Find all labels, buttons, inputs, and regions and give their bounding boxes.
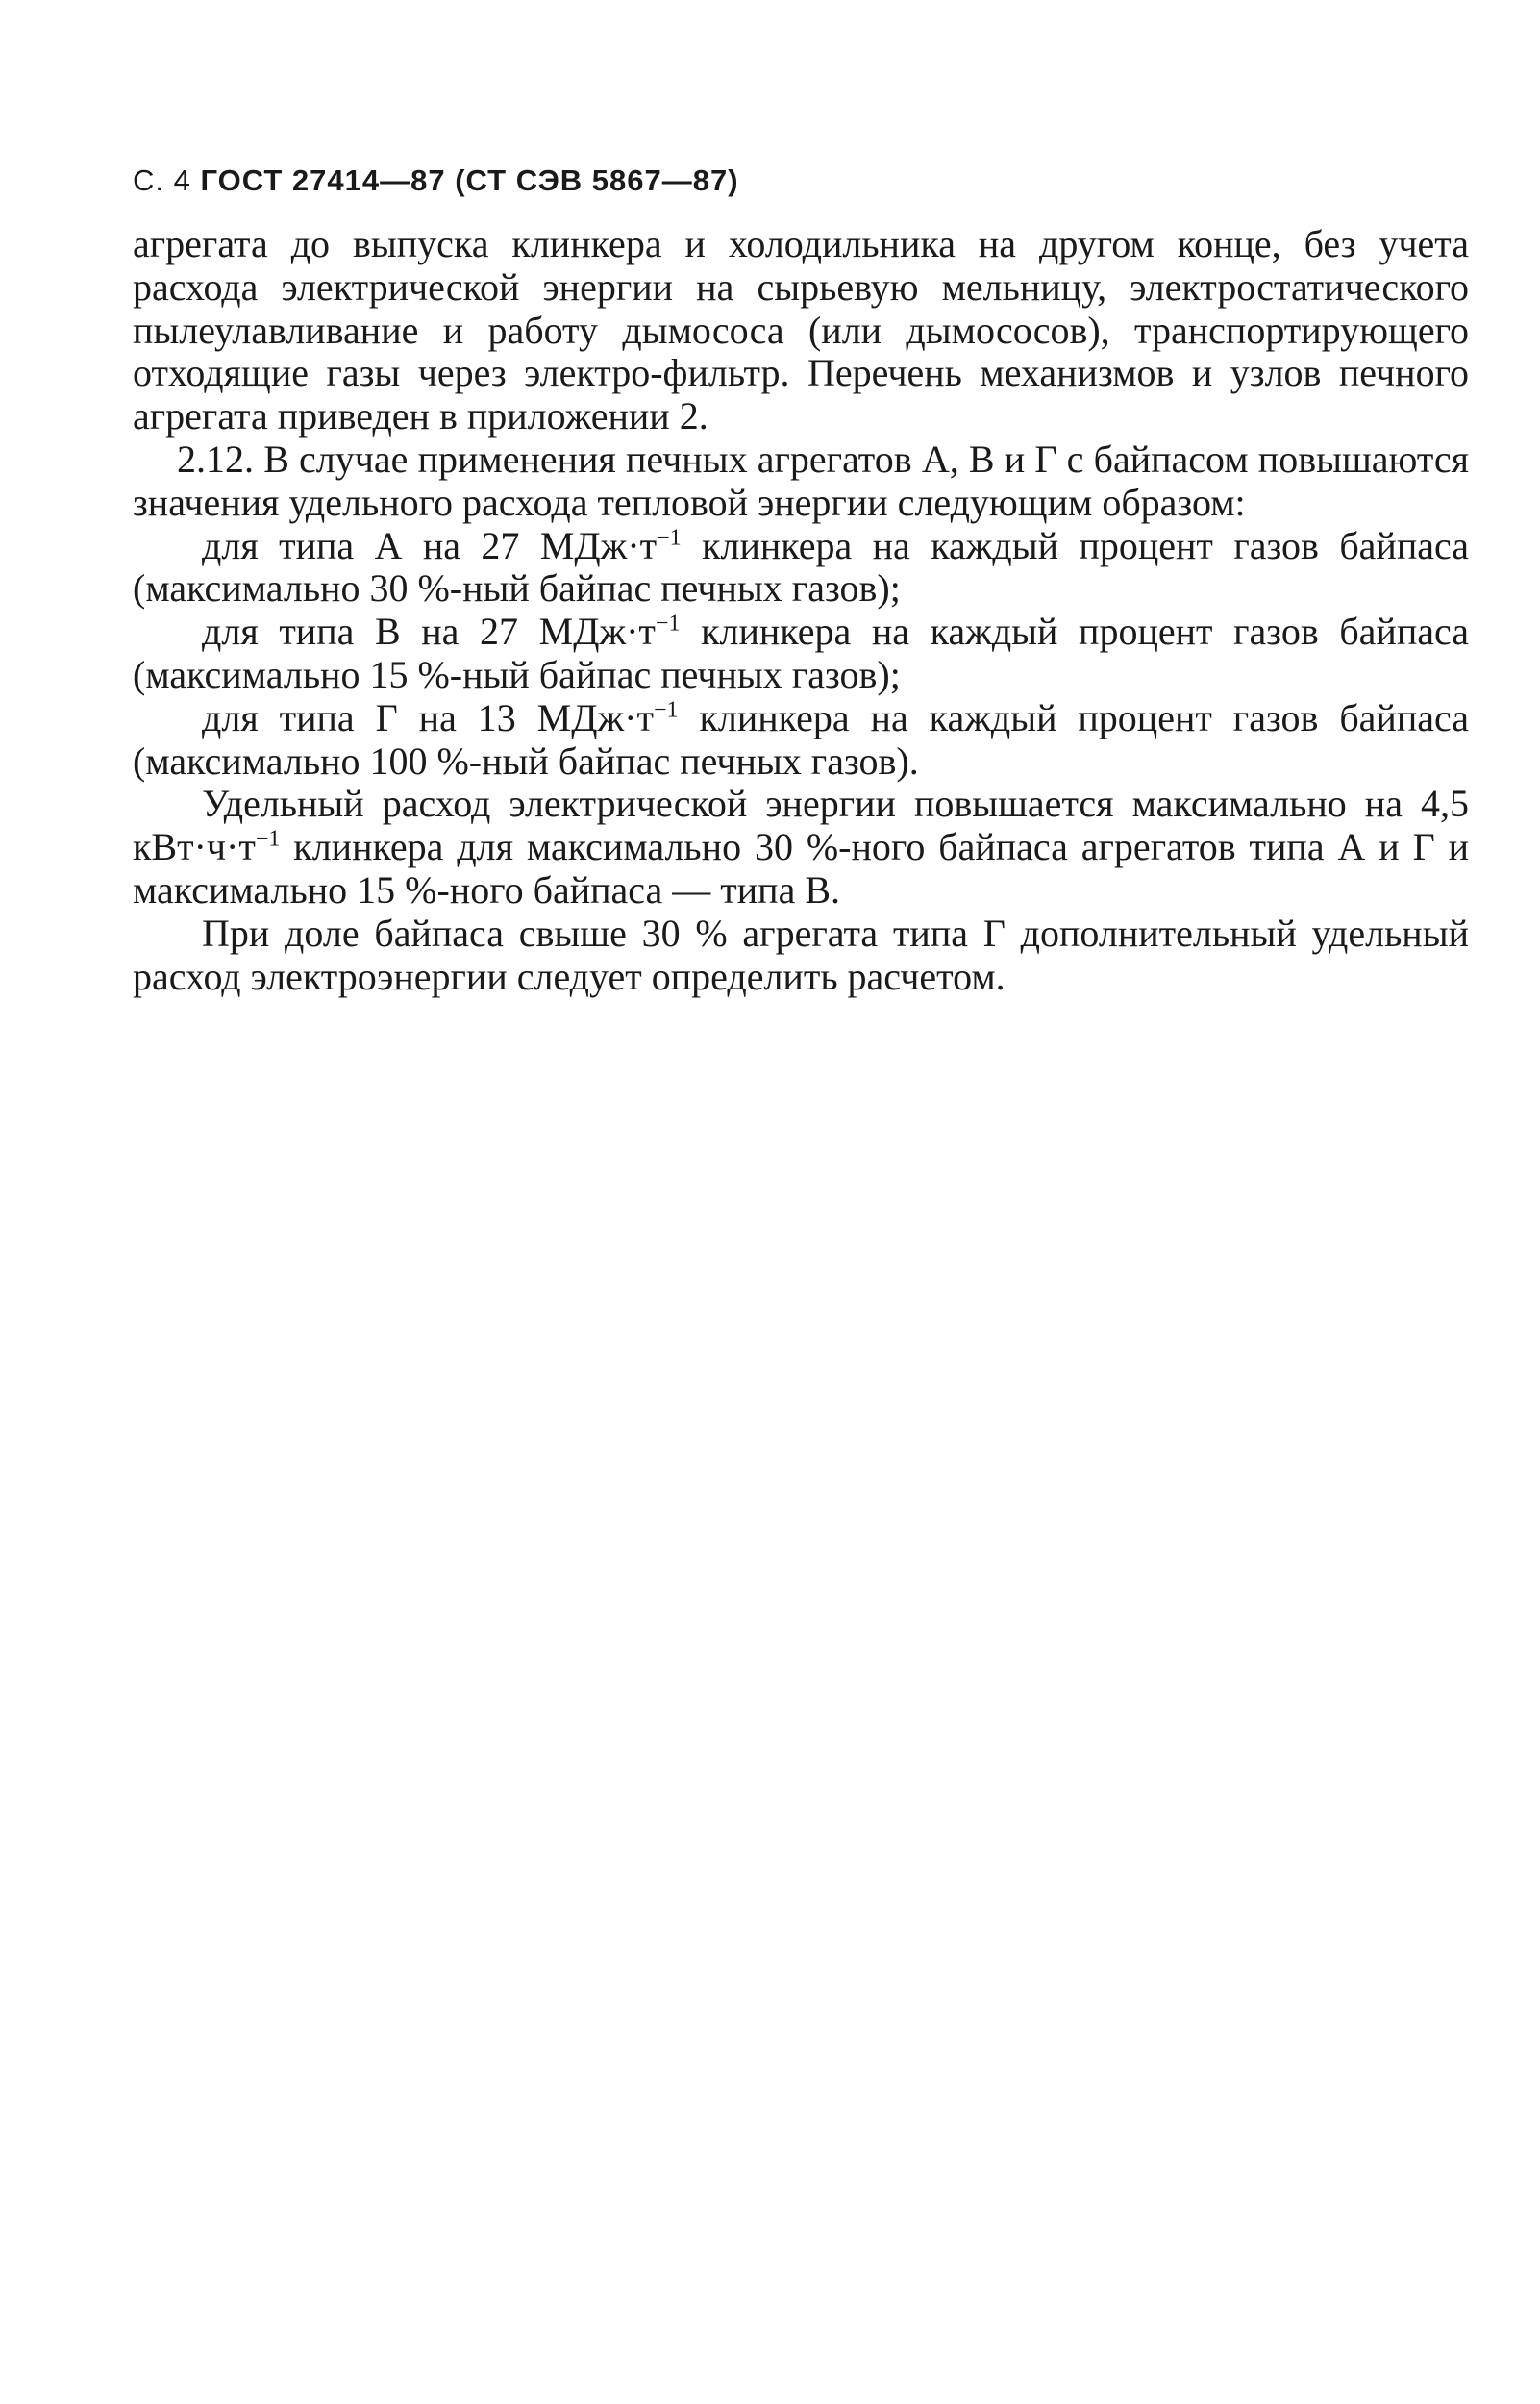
list-item-type-b (133, 611, 1469, 697)
list-item-type-g (133, 697, 1469, 784)
item-text: клинкера на каждый процент газов байпаса (максимально 30 %-ный байпас печных газов); (133, 523, 1469, 611)
paragraph-text: Удельный расход электрической энергии повышается максимально на 4,5 кВт·ч·т (133, 782, 1469, 869)
superscript: −1 (657, 525, 682, 551)
paragraph-bypass-share: При доле байпаса свыше 30 % агрегата типа Г дополнительный удельный расход электроэнергии следует определить расчетом. (133, 911, 1469, 998)
item-text: клинкера на каждый процент газов байпаса (максимально 15 %-ный байпас печных газов); (133, 610, 1469, 696)
superscript: −1 (255, 826, 281, 852)
list-item-type-a (133, 525, 1469, 612)
page-number: С. 4 (133, 163, 191, 197)
document-page (133, 162, 1469, 998)
page-header (133, 162, 1469, 200)
superscript: −1 (655, 611, 681, 637)
item-text: для типа В на 27 МДж·т (202, 610, 656, 654)
standard-designation: ГОСТ 27414—87 (СТ СЭВ 5867—87) (200, 163, 739, 197)
body-text (133, 223, 1469, 998)
paragraph-continuation: агрегата до выпуска клинкера и холодильника на другом конце, без учета расхода электрической энергии на сырьевую мельницу, электростатического пылеулавливание и работу дымососа (или дымососов), транспортирующего отходящие газы через электро-фильтр. Перечень механизмов и узлов печного агрегата приведен в приложении 2. (133, 222, 1469, 438)
paragraph-text: клинкера для максимально 30 %-ного байпаса агрегатов типа А и Г и максимально 15 %-ного байпаса — типа В. (133, 825, 1469, 912)
paragraph-electric-energy (133, 783, 1469, 912)
superscript: −1 (653, 697, 679, 723)
item-text: клинкера на каждый процент газов байпаса (максимально 100 %-ный байпас печных газов). (133, 695, 1469, 783)
item-text: для типа Г на 13 МДж·т (202, 695, 654, 739)
paragraph-2-12: 2.12. В случае применения печных агрегатов А, В и Г с байпасом повышаются значения удельного расхода тепловой энергии следующим образом: (133, 437, 1469, 524)
item-text: для типа А на 27 МДж·т (202, 523, 658, 567)
